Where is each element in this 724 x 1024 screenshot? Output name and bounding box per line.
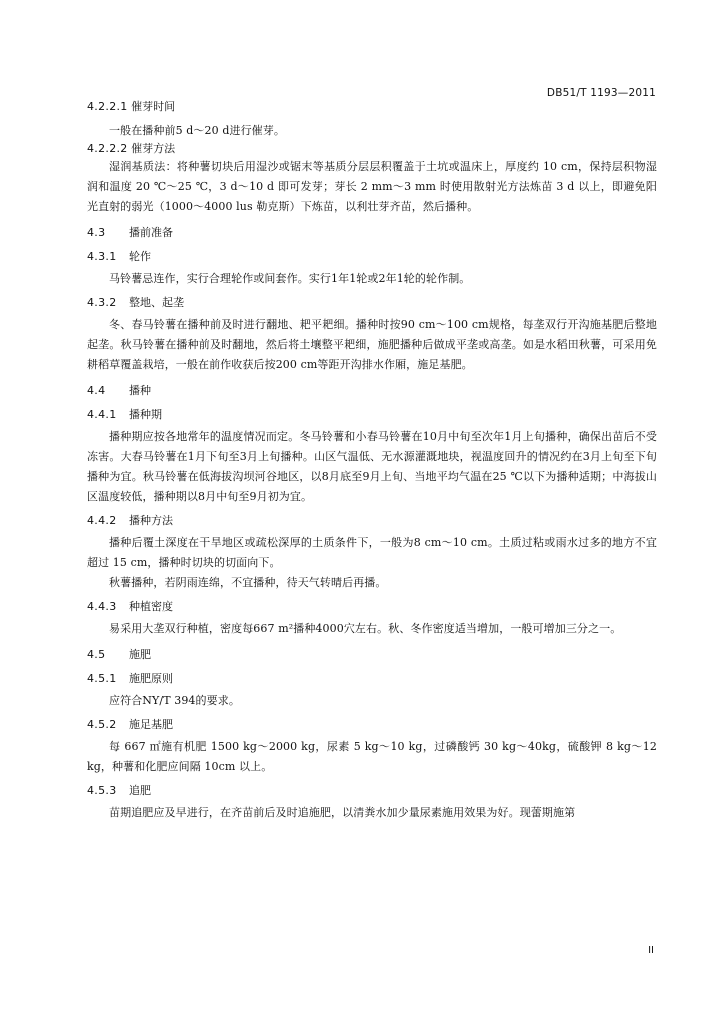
heading-title: 播种方法	[129, 514, 173, 527]
heading-number: 4.4.2	[87, 514, 117, 527]
heading-number: 4.3	[87, 226, 106, 239]
heading-number: 4.5.2	[87, 718, 117, 731]
heading-title: 播种期	[129, 408, 162, 421]
heading-4-3-1	[87, 249, 657, 265]
heading-4-2-2-1	[87, 99, 657, 115]
heading-title: 催芽时间	[131, 100, 176, 113]
paragraph: 冬、春马铃薯在播种前及时进行翻地、耙平耙细。播种时按90 cm～100 cm规格，每垄双行开沟施基肥后整地起垄。秋马铃薯在播种前及时翻地，然后将土壤整平耙细，施肥播种后做成平垄或高垄。如是水稻田秋薯，可采用免耕稻草覆盖栽培，一般在前作收获后按200 cm等距开沟排水作厢，施足基肥。	[87, 318, 657, 371]
heading-4-4-1	[87, 407, 657, 423]
document-body	[87, 99, 657, 823]
heading-title: 播种	[129, 384, 151, 397]
heading-title: 施足基肥	[129, 718, 173, 731]
page-number: II	[648, 945, 654, 956]
heading-4-2-2-2	[87, 141, 657, 157]
doc-code: DB51/T 1193—2011	[546, 87, 656, 99]
heading-4-5	[87, 647, 657, 663]
heading-title: 整地、起垄	[129, 296, 184, 309]
paragraph: 播种后覆土深度在干旱地区或疏松深厚的土质条件下，一般为8 cm～10 cm。土质过粘或雨水过多的地方不宜超过 15 cm，播种时切块的切面向下。	[87, 536, 657, 569]
heading-number: 4.3.2	[87, 296, 117, 309]
heading-title: 施肥原则	[129, 672, 173, 685]
heading-title: 播前准备	[129, 226, 173, 239]
heading-number: 4.4	[87, 384, 106, 397]
heading-number: 4.5.1	[87, 672, 117, 685]
heading-4-4	[87, 383, 657, 399]
heading-4-4-3	[87, 599, 657, 615]
heading-title: 催芽方法	[131, 142, 176, 155]
heading-4-5-2	[87, 717, 657, 733]
heading-4-4-2	[87, 513, 657, 529]
heading-4-3	[87, 225, 657, 241]
paragraph: 苗期追肥应及早进行，在齐苗前后及时追施肥，以清粪水加少量尿素施用效果为好。现蕾期施第	[109, 806, 576, 819]
heading-title: 种植密度	[129, 600, 173, 613]
heading-4-5-1	[87, 671, 657, 687]
paragraph: 马铃薯忌连作，实行合理轮作或间套作。实行1年1轮或2年1轮的轮作制。	[109, 272, 471, 285]
paragraph: 播种期应按各地常年的温度情况而定。冬马铃薯和小春马铃薯在10月中旬至次年1月上旬播种，确保出苗后不受冻害。大春马铃薯在1月下旬至3月上旬播种。山区气温低、无水源灌溉地块，视温度回升的情况约在3月上旬至下旬播种为宜。秋马铃薯在低海拔沟坝河谷地区，以8月底至9月上旬、当地平均气温在25 ℃以下为播种适期；中海拔山区温度较低，播种期以8月中旬至9月初为宜。	[87, 430, 657, 503]
heading-number: 4.2.2.2	[87, 142, 128, 155]
paragraph: 一般在播种前5 d～20 d进行催芽。	[109, 124, 285, 137]
heading-4-5-3	[87, 783, 657, 799]
heading-title: 轮作	[129, 250, 151, 263]
heading-number: 4.5.3	[87, 784, 117, 797]
heading-4-3-2	[87, 295, 657, 311]
paragraph: 易采用大垄双行种植，密度每667 m²播种4000穴左右。秋、冬作密度适当增加，一般可增加三分之一。	[109, 622, 622, 635]
paragraph: 应符合NY/T 394的要求。	[109, 694, 240, 707]
paragraph: 秋薯播种，若阴雨连绵，不宜播种，待天气转晴后再播。	[109, 576, 387, 589]
heading-title: 施肥	[129, 648, 151, 661]
heading-number: 4.2.2.1	[87, 100, 128, 113]
heading-number: 4.4.1	[87, 408, 117, 421]
heading-number: 4.5	[87, 648, 106, 661]
heading-number: 4.4.3	[87, 600, 117, 613]
heading-number: 4.3.1	[87, 250, 117, 263]
heading-title: 追肥	[129, 784, 151, 797]
paragraph: 每 667 ㎡施有机肥 1500 kg～2000 kg，尿素 5 kg～10 kg，过磷酸钙 30 kg～40kg，硫酸钾 8 kg～12 kg，种薯和化肥应间隔 10cm 以上。	[87, 740, 657, 773]
paragraph: 湿润基质法：将种薯切块后用湿沙或锯末等基质分层层积覆盖于土坑或温床上，厚度约 10 cm，保持层积物湿润和温度 20 ℃～25 ℃，3 d～10 d 即可发芽；芽长 2 mm～3 mm 时使用散射光方法炼苗 3 d 以上，即避免阳光直射的弱光（1000～4000 lus 勒克斯）下炼苗，以利壮芽齐苗，然后播种。	[87, 160, 657, 213]
